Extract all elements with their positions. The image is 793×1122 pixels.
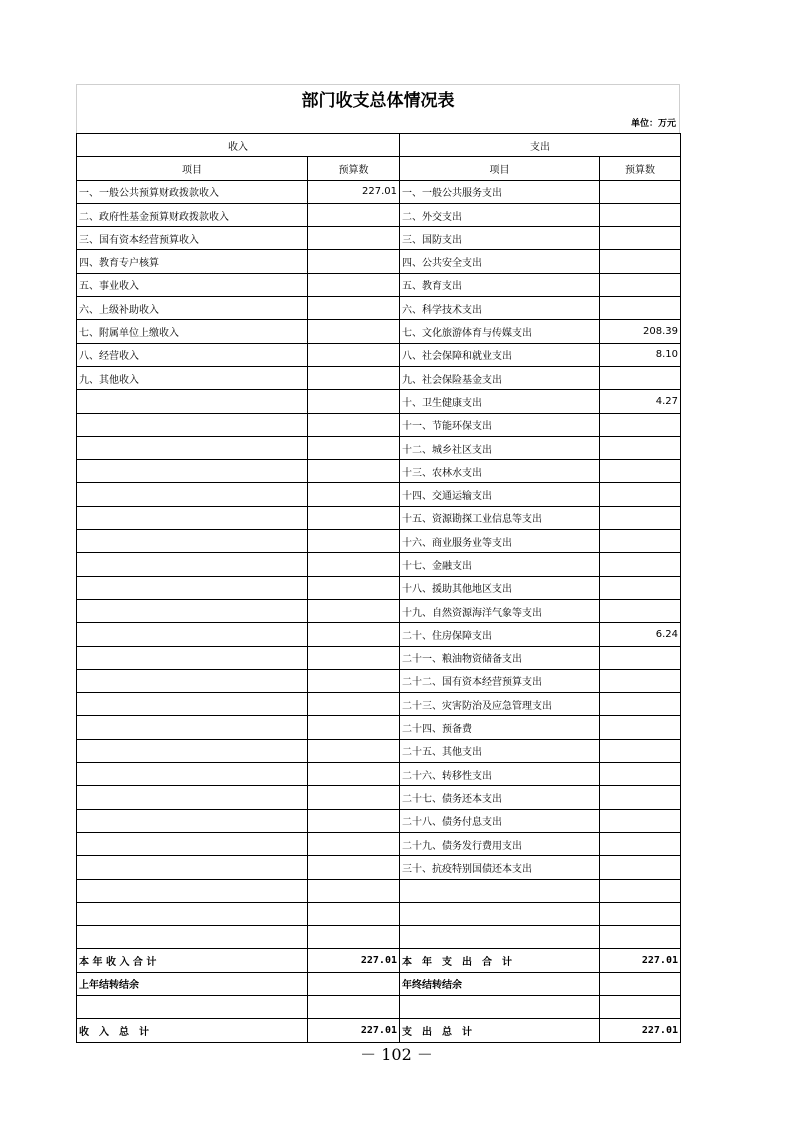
income-item-cell — [77, 809, 308, 832]
expense-value-cell — [600, 809, 681, 832]
income-item-cell: 八、经营收入 — [77, 343, 308, 366]
table-row — [77, 273, 681, 296]
income-value-cell — [308, 436, 400, 459]
expense-value-cell — [600, 716, 681, 739]
year-end-balance-label: 年终结转结余 — [400, 972, 600, 995]
income-value-cell — [308, 366, 400, 389]
income-value-cell — [308, 599, 400, 622]
table-row — [77, 320, 681, 343]
expense-value-cell — [600, 273, 681, 296]
income-item-cell — [77, 926, 308, 949]
income-value-cell — [308, 506, 400, 529]
expense-value-cell — [600, 227, 681, 250]
income-item-cell — [77, 832, 308, 855]
income-item-cell — [77, 763, 308, 786]
expense-value-cell — [600, 669, 681, 692]
income-value-cell — [308, 809, 400, 832]
prev-balance-label: 上年结转结余 — [77, 972, 308, 995]
expense-value-cell — [600, 879, 681, 902]
year-income-total-label: 本 年 收 入 合 计 — [77, 949, 308, 972]
expense-value-cell — [600, 832, 681, 855]
blank-row — [77, 995, 681, 1018]
page-number: － 102 － — [360, 1045, 433, 1064]
table-title: 部门收支总体情况表 — [76, 84, 680, 111]
income-item-cell: 五、事业收入 — [77, 273, 308, 296]
income-item-cell: 九、其他收入 — [77, 366, 308, 389]
expense-item-cell: 十三、农林水支出 — [400, 460, 600, 483]
income-item-cell: 四、教育专户核算 — [77, 250, 308, 273]
table-row — [77, 809, 681, 832]
expense-item-cell: 二十、住房保障支出 — [400, 623, 600, 646]
expense-item-cell: 二十八、债务付息支出 — [400, 809, 600, 832]
expense-item-cell: 二、外交支出 — [400, 203, 600, 226]
expense-item-cell: 八、社会保障和就业支出 — [400, 343, 600, 366]
income-item-cell — [77, 739, 308, 762]
income-item-cell — [77, 646, 308, 669]
expense-item-cell — [400, 902, 600, 925]
expense-value-cell — [600, 436, 681, 459]
table-row — [77, 436, 681, 459]
table-row — [77, 366, 681, 389]
table-row — [77, 506, 681, 529]
table-row — [77, 693, 681, 716]
expense-item-cell: 三十、抗疫特别国债还本支出 — [400, 856, 600, 879]
expense-item-cell: 二十七、债务还本支出 — [400, 786, 600, 809]
prev-balance-value — [308, 972, 400, 995]
expense-item-cell: 五、教育支出 — [400, 273, 600, 296]
income-item-cell — [77, 553, 308, 576]
table-row — [77, 530, 681, 553]
income-value-cell — [308, 576, 400, 599]
unit-label: 单位：万元 — [76, 111, 680, 133]
table-row — [77, 669, 681, 692]
income-item-cell — [77, 856, 308, 879]
expense-item-cell: 十五、资源勘探工业信息等支出 — [400, 506, 600, 529]
expense-item-cell: 二十四、预备费 — [400, 716, 600, 739]
income-item-header: 项目 — [77, 157, 308, 180]
income-item-cell — [77, 530, 308, 553]
expense-item-cell: 十、卫生健康支出 — [400, 390, 600, 413]
income-value-cell — [308, 693, 400, 716]
income-value-cell — [308, 273, 400, 296]
table-row — [77, 483, 681, 506]
expense-item-cell: 十二、城乡社区支出 — [400, 436, 600, 459]
income-item-cell — [77, 483, 308, 506]
column-header-row — [77, 157, 681, 180]
expense-value-cell — [600, 530, 681, 553]
expense-value-cell — [600, 297, 681, 320]
income-item-cell: 六、上级补助收入 — [77, 297, 308, 320]
income-budget-header: 预算数 — [308, 157, 400, 180]
expense-item-cell: 六、科学技术支出 — [400, 297, 600, 320]
table-row — [77, 390, 681, 413]
expense-item-header: 项目 — [400, 157, 600, 180]
expense-value-cell — [600, 180, 681, 203]
income-value-cell — [308, 483, 400, 506]
income-grand-total-value: 227.01 — [308, 1019, 400, 1042]
expense-value-cell: 4.27 — [600, 390, 681, 413]
table-row — [77, 460, 681, 483]
income-value-cell — [308, 203, 400, 226]
income-value-cell — [308, 856, 400, 879]
income-value-cell — [308, 669, 400, 692]
table-row — [77, 763, 681, 786]
income-item-cell — [77, 413, 308, 436]
income-value-cell — [308, 297, 400, 320]
expense-item-cell: 十七、金融支出 — [400, 553, 600, 576]
income-item-cell: 一、一般公共预算财政拨款收入 — [77, 180, 308, 203]
expense-item-cell: 三、国防支出 — [400, 227, 600, 250]
income-value-cell: 227.01 — [308, 180, 400, 203]
income-item-cell — [77, 436, 308, 459]
expense-item-cell: 十九、自然资源海洋气象等支出 — [400, 599, 600, 622]
expense-item-cell: 十八、援助其他地区支出 — [400, 576, 600, 599]
grand-total-row — [77, 1019, 681, 1042]
income-item-cell — [77, 879, 308, 902]
table-row — [77, 413, 681, 436]
expense-value-cell — [600, 646, 681, 669]
table-row — [77, 902, 681, 925]
income-value-cell — [308, 250, 400, 273]
expense-budget-header: 预算数 — [600, 157, 681, 180]
income-value-cell — [308, 832, 400, 855]
expense-item-cell: 十四、交通运输支出 — [400, 483, 600, 506]
expense-value-cell — [600, 366, 681, 389]
table-row — [77, 203, 681, 226]
budget-table — [76, 133, 681, 1043]
income-value-cell — [308, 879, 400, 902]
income-value-cell — [308, 716, 400, 739]
income-value-cell — [308, 460, 400, 483]
expense-value-cell — [600, 763, 681, 786]
expense-value-cell: 8.10 — [600, 343, 681, 366]
income-grand-total-label: 收 入 总 计 — [77, 1019, 308, 1042]
expense-value-cell — [600, 203, 681, 226]
expense-grand-total-label: 支 出 总 计 — [400, 1019, 600, 1042]
table-row — [77, 227, 681, 250]
expense-grand-total-value: 227.01 — [600, 1019, 681, 1042]
income-item-cell — [77, 460, 308, 483]
expense-item-cell: 二十三、灾害防治及应急管理支出 — [400, 693, 600, 716]
expense-value-cell: 6.24 — [600, 623, 681, 646]
expense-value-cell — [600, 553, 681, 576]
expense-item-cell: 一、一般公共服务支出 — [400, 180, 600, 203]
expense-value-cell — [600, 786, 681, 809]
expense-value-cell — [600, 902, 681, 925]
table-row — [77, 926, 681, 949]
table-row — [77, 553, 681, 576]
year-end-balance-value — [600, 972, 681, 995]
income-value-cell — [308, 227, 400, 250]
table-row — [77, 599, 681, 622]
expense-value-cell — [600, 506, 681, 529]
income-item-cell — [77, 576, 308, 599]
income-item-cell — [77, 716, 308, 739]
expense-value-cell — [600, 250, 681, 273]
expense-item-cell: 九、社会保险基金支出 — [400, 366, 600, 389]
expense-item-cell: 十六、商业服务业等支出 — [400, 530, 600, 553]
expense-value-cell — [600, 926, 681, 949]
expense-item-cell — [400, 879, 600, 902]
income-value-cell — [308, 646, 400, 669]
table-row — [77, 250, 681, 273]
expense-item-cell: 二十二、国有资本经营预算支出 — [400, 669, 600, 692]
table-row — [77, 623, 681, 646]
table-row — [77, 180, 681, 203]
table-row — [77, 856, 681, 879]
income-item-cell — [77, 786, 308, 809]
income-value-cell — [308, 623, 400, 646]
expense-item-cell: 二十一、粮油物资储备支出 — [400, 646, 600, 669]
income-value-cell — [308, 413, 400, 436]
table-row — [77, 297, 681, 320]
income-value-cell — [308, 530, 400, 553]
income-item-cell — [77, 693, 308, 716]
expense-value-cell — [600, 693, 681, 716]
income-value-cell — [308, 763, 400, 786]
table-row — [77, 576, 681, 599]
income-item-cell — [77, 623, 308, 646]
expense-item-cell: 二十六、转移性支出 — [400, 763, 600, 786]
income-item-cell — [77, 669, 308, 692]
balance-row — [77, 972, 681, 995]
expense-item-cell: 四、公共安全支出 — [400, 250, 600, 273]
income-item-cell — [77, 599, 308, 622]
table-row — [77, 646, 681, 669]
budget-sheet — [76, 84, 680, 1043]
income-value-cell — [308, 926, 400, 949]
income-value-cell — [308, 553, 400, 576]
income-item-cell — [77, 902, 308, 925]
expense-value-cell — [600, 739, 681, 762]
table-row — [77, 343, 681, 366]
expense-value-cell — [600, 576, 681, 599]
table-row — [77, 786, 681, 809]
expense-value-cell — [600, 460, 681, 483]
year-total-row — [77, 949, 681, 972]
table-row — [77, 879, 681, 902]
income-item-cell: 二、政府性基金预算财政拨款收入 — [77, 203, 308, 226]
year-expense-total-value: 227.01 — [600, 949, 681, 972]
section-header-row — [77, 134, 681, 157]
expense-value-cell: 208.39 — [600, 320, 681, 343]
year-income-total-value: 227.01 — [308, 949, 400, 972]
table-row — [77, 716, 681, 739]
expense-value-cell — [600, 599, 681, 622]
table-row — [77, 739, 681, 762]
income-header: 收入 — [77, 134, 400, 157]
income-value-cell — [308, 902, 400, 925]
income-item-cell — [77, 390, 308, 413]
expense-value-cell — [600, 413, 681, 436]
year-expense-total-label: 本 年 支 出 合 计 — [400, 949, 600, 972]
table-row — [77, 832, 681, 855]
income-item-cell: 七、附属单位上缴收入 — [77, 320, 308, 343]
income-item-cell — [77, 506, 308, 529]
expense-item-cell: 七、文化旅游体育与传媒支出 — [400, 320, 600, 343]
expense-item-cell: 十一、节能环保支出 — [400, 413, 600, 436]
income-value-cell — [308, 390, 400, 413]
income-value-cell — [308, 343, 400, 366]
income-value-cell — [308, 786, 400, 809]
expense-value-cell — [600, 856, 681, 879]
expense-value-cell — [600, 483, 681, 506]
income-value-cell — [308, 739, 400, 762]
income-value-cell — [308, 320, 400, 343]
expense-header: 支出 — [400, 134, 681, 157]
expense-item-cell: 二十九、债务发行费用支出 — [400, 832, 600, 855]
expense-item-cell — [400, 926, 600, 949]
expense-item-cell: 二十五、其他支出 — [400, 739, 600, 762]
income-item-cell: 三、国有资本经营预算收入 — [77, 227, 308, 250]
